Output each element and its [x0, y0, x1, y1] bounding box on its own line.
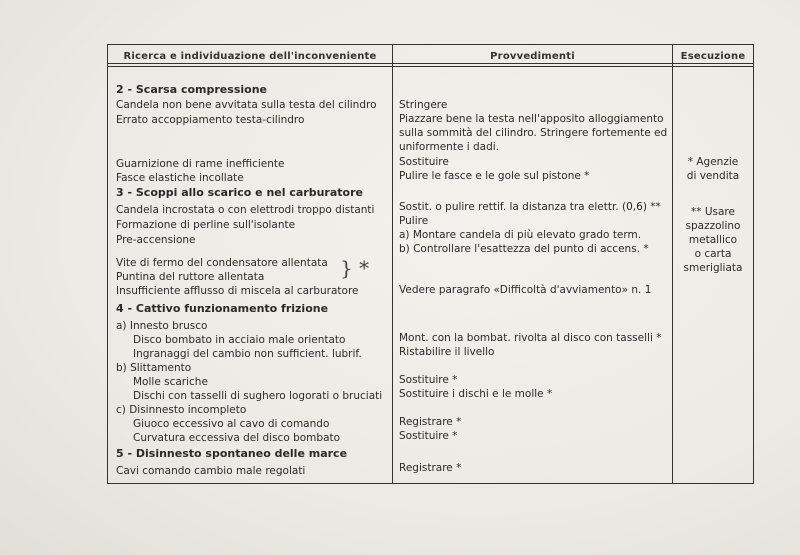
cause-text: Errato accoppiamento testa-cilindro	[116, 114, 305, 126]
cause-text: Cavi comando cambio male regolati	[116, 465, 306, 477]
cause-subheading: a) Innesto brusco	[116, 320, 208, 332]
cause-text: Puntina del ruttore allentata	[116, 271, 265, 283]
remedy-text: Mont. con la bombat. rivolta al disco con tasselli *	[399, 332, 662, 344]
remedy-text: b) Controllare l'esattezza del punto di accens. *	[399, 243, 649, 255]
execution-note: metallico	[688, 234, 738, 246]
remedy-text: Registrare *	[399, 462, 462, 474]
remedy-text: Stringere	[399, 99, 448, 111]
cause-text: Disco bombato in acciaio male orientato	[133, 334, 346, 346]
header-cause: Ricerca e individuazione dell'inconveniente	[123, 51, 377, 62]
remedy-text: sulla sommità del cilindro. Stringere fortemente ed	[399, 127, 668, 139]
remedy-text: Sostit. o pulire rettif. la distanza tra elettr. (0,6) **	[399, 201, 661, 213]
remedy-text: Sostituire i dischi e le molle *	[399, 388, 553, 400]
section-title: 2 - Scarsa compressione	[116, 83, 267, 96]
cause-text: Formazione di perline sull'isolante	[116, 219, 296, 231]
execution-note: o carta	[694, 248, 732, 260]
cause-text: Fasce elastiche incollate	[116, 172, 244, 184]
header-divider-double	[107, 66, 754, 67]
cause-text: Insufficiente afflusso di miscela al carburatore	[116, 285, 359, 297]
section-title: 4 - Cattivo funzionamento frizione	[116, 302, 329, 315]
header-remedy: Provvedimenti	[490, 51, 575, 62]
remedy-text: Ristabilire il livello	[399, 346, 495, 358]
cause-subheading: c) Disinnesto incompleto	[116, 404, 247, 416]
remedy-text: uniformente i dadi.	[399, 141, 500, 153]
cause-text: Candela incrostata o con elettrodi troppo distanti	[116, 204, 375, 216]
cause-text: Ingranaggi del cambio non sufficient. lubrif.	[133, 348, 362, 360]
remedy-text: a) Montare candela di più elevato grado term.	[399, 229, 642, 241]
execution-note: smerigliata	[683, 262, 743, 274]
cause-subheading: b) Slittamento	[116, 362, 192, 374]
remedy-text: Pulire le fasce e le gole sul pistone *	[399, 170, 590, 182]
execution-note: * Agenzie	[687, 156, 739, 168]
cause-text: Dischi con tasselli di sughero logorati o bruciati	[133, 390, 383, 402]
execution-note: di vendita	[686, 170, 740, 182]
remedy-text: Pulire	[399, 215, 429, 227]
cause-text: Vite di fermo del condensatore allentata	[116, 257, 328, 269]
execution-note: spazzolino	[685, 220, 741, 232]
remedy-text: Sostituire *	[399, 374, 458, 386]
cause-text: Candela non bene avvitata sulla testa del cilindro	[116, 99, 377, 111]
cause-text: Pre-accensione	[116, 234, 196, 246]
remedy-text: Registrare *	[399, 416, 462, 428]
section-title: 5 - Disinnesto spontaneo delle marce	[116, 447, 348, 460]
cause-text: Giuoco eccessivo al cavo di comando	[133, 418, 330, 430]
cause-text: Guarnizione di rame inefficiente	[116, 158, 285, 170]
execution-note: ** Usare	[691, 206, 735, 218]
remedy-text: Sostituire *	[399, 430, 458, 442]
cause-text: Molle scariche	[133, 376, 208, 388]
header-execution: Esecuzione	[680, 51, 746, 62]
section-title: 3 - Scoppi allo scarico e nel carburatore	[116, 186, 363, 199]
brace-mark: } *	[340, 256, 370, 280]
column-divider-1	[392, 44, 393, 484]
remedy-text: Vedere paragrafo «Difficoltà d'avviamento» n. 1	[399, 284, 652, 296]
remedy-text: Piazzare bene la testa nell'apposito alloggiamento	[399, 113, 664, 125]
cause-text: Curvatura eccessiva del disco bombato	[133, 432, 341, 444]
remedy-text: Sostituire	[399, 156, 449, 168]
header-divider	[107, 63, 754, 64]
